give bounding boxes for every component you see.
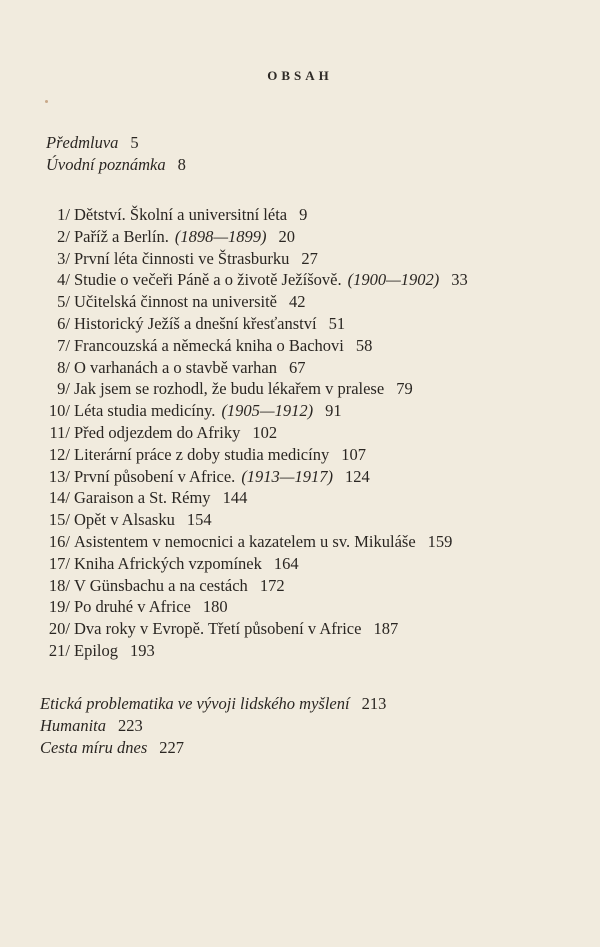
chapter-years: (1898—1899) bbox=[174, 226, 267, 246]
chapter-number: 13/ bbox=[48, 466, 70, 486]
ink-speck bbox=[45, 100, 48, 103]
entry-page: 227 bbox=[159, 738, 184, 757]
chapter-title: Paříž a Berlín. bbox=[74, 226, 169, 246]
chapter-number: 2/ bbox=[57, 226, 70, 246]
chapter-number: 8/ bbox=[57, 357, 70, 377]
chapter-entry bbox=[34, 401, 342, 421]
chapter-page: 124 bbox=[344, 466, 370, 486]
chapter-number: 10/ bbox=[48, 401, 70, 421]
chapter-title: O varhanách a o stavbě varhan bbox=[74, 357, 277, 377]
entry-title: Etická problematika ve vývoji lidského myšlení bbox=[40, 694, 350, 713]
chapter-page: 187 bbox=[373, 619, 399, 639]
chapter-page: 91 bbox=[325, 401, 342, 421]
chapter-page: 193 bbox=[130, 641, 155, 660]
chapter-title: Léta studia medicíny. bbox=[74, 401, 216, 421]
chapter-entry bbox=[34, 532, 452, 552]
chapter-entry bbox=[34, 292, 306, 312]
chapter-entry bbox=[34, 576, 285, 596]
chapter-number: 12/ bbox=[48, 444, 70, 464]
chapter-number: 1/ bbox=[57, 205, 70, 224]
chapter-entry bbox=[34, 597, 228, 617]
chapter-entry bbox=[34, 227, 295, 247]
chapter-title: Jak jsem se rozhodl, že budu lékařem v pralese bbox=[74, 379, 385, 399]
chapter-number: 17/ bbox=[48, 553, 70, 573]
chapter-number: 3/ bbox=[57, 248, 70, 268]
entry-title: Cesta míru dnes bbox=[40, 738, 148, 757]
chapter-number: 15/ bbox=[48, 510, 70, 530]
chapter-number: 4/ bbox=[57, 270, 70, 290]
chapter-number: 16/ bbox=[48, 532, 70, 551]
chapter-entry bbox=[34, 314, 345, 334]
chapter-page: 172 bbox=[259, 575, 285, 595]
back-entry-humanity bbox=[40, 716, 143, 736]
entry-title: Úvodní poznámka bbox=[46, 155, 166, 174]
chapter-page: 67 bbox=[288, 357, 306, 377]
chapter-entry bbox=[34, 379, 413, 399]
chapter-entry bbox=[34, 510, 212, 530]
front-entry-preface bbox=[46, 133, 139, 153]
chapter-number: 20/ bbox=[48, 619, 70, 639]
chapter-number: 19/ bbox=[48, 597, 70, 617]
front-entry-intro bbox=[46, 155, 186, 175]
chapter-number: 6/ bbox=[57, 314, 70, 333]
entry-page: 8 bbox=[177, 155, 186, 174]
chapter-years: (1913—1917) bbox=[241, 466, 333, 486]
chapter-entry bbox=[34, 270, 468, 290]
chapter-title: První působení v Africe. bbox=[74, 466, 236, 486]
chapter-title: Po druhé v Africe bbox=[74, 597, 191, 617]
chapter-page: 42 bbox=[289, 292, 306, 312]
chapter-entry bbox=[34, 205, 307, 225]
chapter-title: Francouzská a německá kniha o Bachovi bbox=[74, 335, 344, 355]
chapter-title: První léta činnosti ve Štrasburku bbox=[74, 248, 290, 268]
chapter-page: 51 bbox=[328, 314, 346, 333]
chapter-years: (1905—1912) bbox=[221, 401, 314, 421]
entry-page: 213 bbox=[361, 694, 387, 713]
chapter-entry bbox=[34, 641, 155, 661]
chapter-entry bbox=[34, 336, 372, 356]
chapter-page: 20 bbox=[278, 226, 296, 246]
chapter-page: 27 bbox=[301, 248, 318, 268]
chapter-page: 33 bbox=[451, 270, 468, 290]
chapter-entry bbox=[34, 488, 247, 508]
chapter-title: Před odjezdem do Afriky bbox=[74, 423, 241, 442]
contents-heading: OBSAH bbox=[267, 68, 333, 83]
chapter-number: 21/ bbox=[48, 641, 70, 660]
chapter-page: 107 bbox=[341, 444, 366, 464]
chapter-page: 9 bbox=[299, 205, 308, 224]
chapter-number: 9/ bbox=[57, 379, 70, 399]
chapter-page: 180 bbox=[202, 597, 228, 617]
chapter-title: Dva roky v Evropě. Třetí působení v Africe bbox=[74, 619, 362, 639]
chapter-number: 5/ bbox=[57, 292, 70, 312]
chapter-page: 164 bbox=[273, 553, 299, 573]
chapter-page: 102 bbox=[252, 423, 278, 442]
chapter-title: Učitelská činnost na universitě bbox=[74, 292, 277, 312]
back-entry-ethics bbox=[40, 694, 386, 714]
chapter-entry bbox=[34, 445, 366, 465]
entry-title: Humanita bbox=[40, 716, 106, 735]
chapter-page: 144 bbox=[222, 488, 248, 508]
chapter-number: 11/ bbox=[49, 423, 70, 442]
chapter-title: Garaison a St. Rémy bbox=[74, 488, 211, 508]
chapter-title: V Günsbachu a na cestách bbox=[74, 575, 248, 595]
chapter-entry bbox=[34, 619, 398, 639]
entry-page: 5 bbox=[130, 133, 139, 152]
chapter-title: Kniha Afrických vzpomínek bbox=[74, 553, 262, 573]
chapter-title: Dětství. Školní a universitní léta bbox=[74, 205, 288, 224]
chapter-years: (1900—1902) bbox=[347, 270, 440, 290]
back-entry-peace bbox=[40, 738, 184, 758]
chapter-title: Epilog bbox=[74, 641, 118, 660]
chapter-title: Literární práce z doby studia medicíny bbox=[74, 444, 330, 464]
chapter-title: Studie o večeři Páně a o životě Ježíšově. bbox=[74, 270, 342, 290]
chapter-page: 159 bbox=[427, 532, 453, 551]
chapter-page: 154 bbox=[186, 510, 212, 530]
chapter-page: 79 bbox=[396, 379, 413, 399]
chapter-title: Asistentem v nemocnici a kazatelem u sv. Mikuláše bbox=[74, 532, 416, 551]
chapter-title: Opět v Alsasku bbox=[74, 510, 175, 530]
chapter-page: 58 bbox=[355, 335, 373, 355]
entry-title: Předmluva bbox=[46, 133, 119, 152]
chapter-entry bbox=[34, 358, 305, 378]
chapter-number: 14/ bbox=[48, 488, 70, 508]
chapter-entry bbox=[34, 467, 370, 487]
entry-page: 223 bbox=[118, 716, 143, 735]
chapter-entry bbox=[34, 554, 299, 574]
chapter-entry bbox=[34, 423, 277, 443]
chapter-number: 18/ bbox=[48, 575, 70, 595]
chapter-entry bbox=[34, 249, 318, 269]
chapter-number: 7/ bbox=[57, 335, 70, 355]
chapter-title: Historický Ježíš a dnešní křesťanství bbox=[74, 314, 317, 333]
